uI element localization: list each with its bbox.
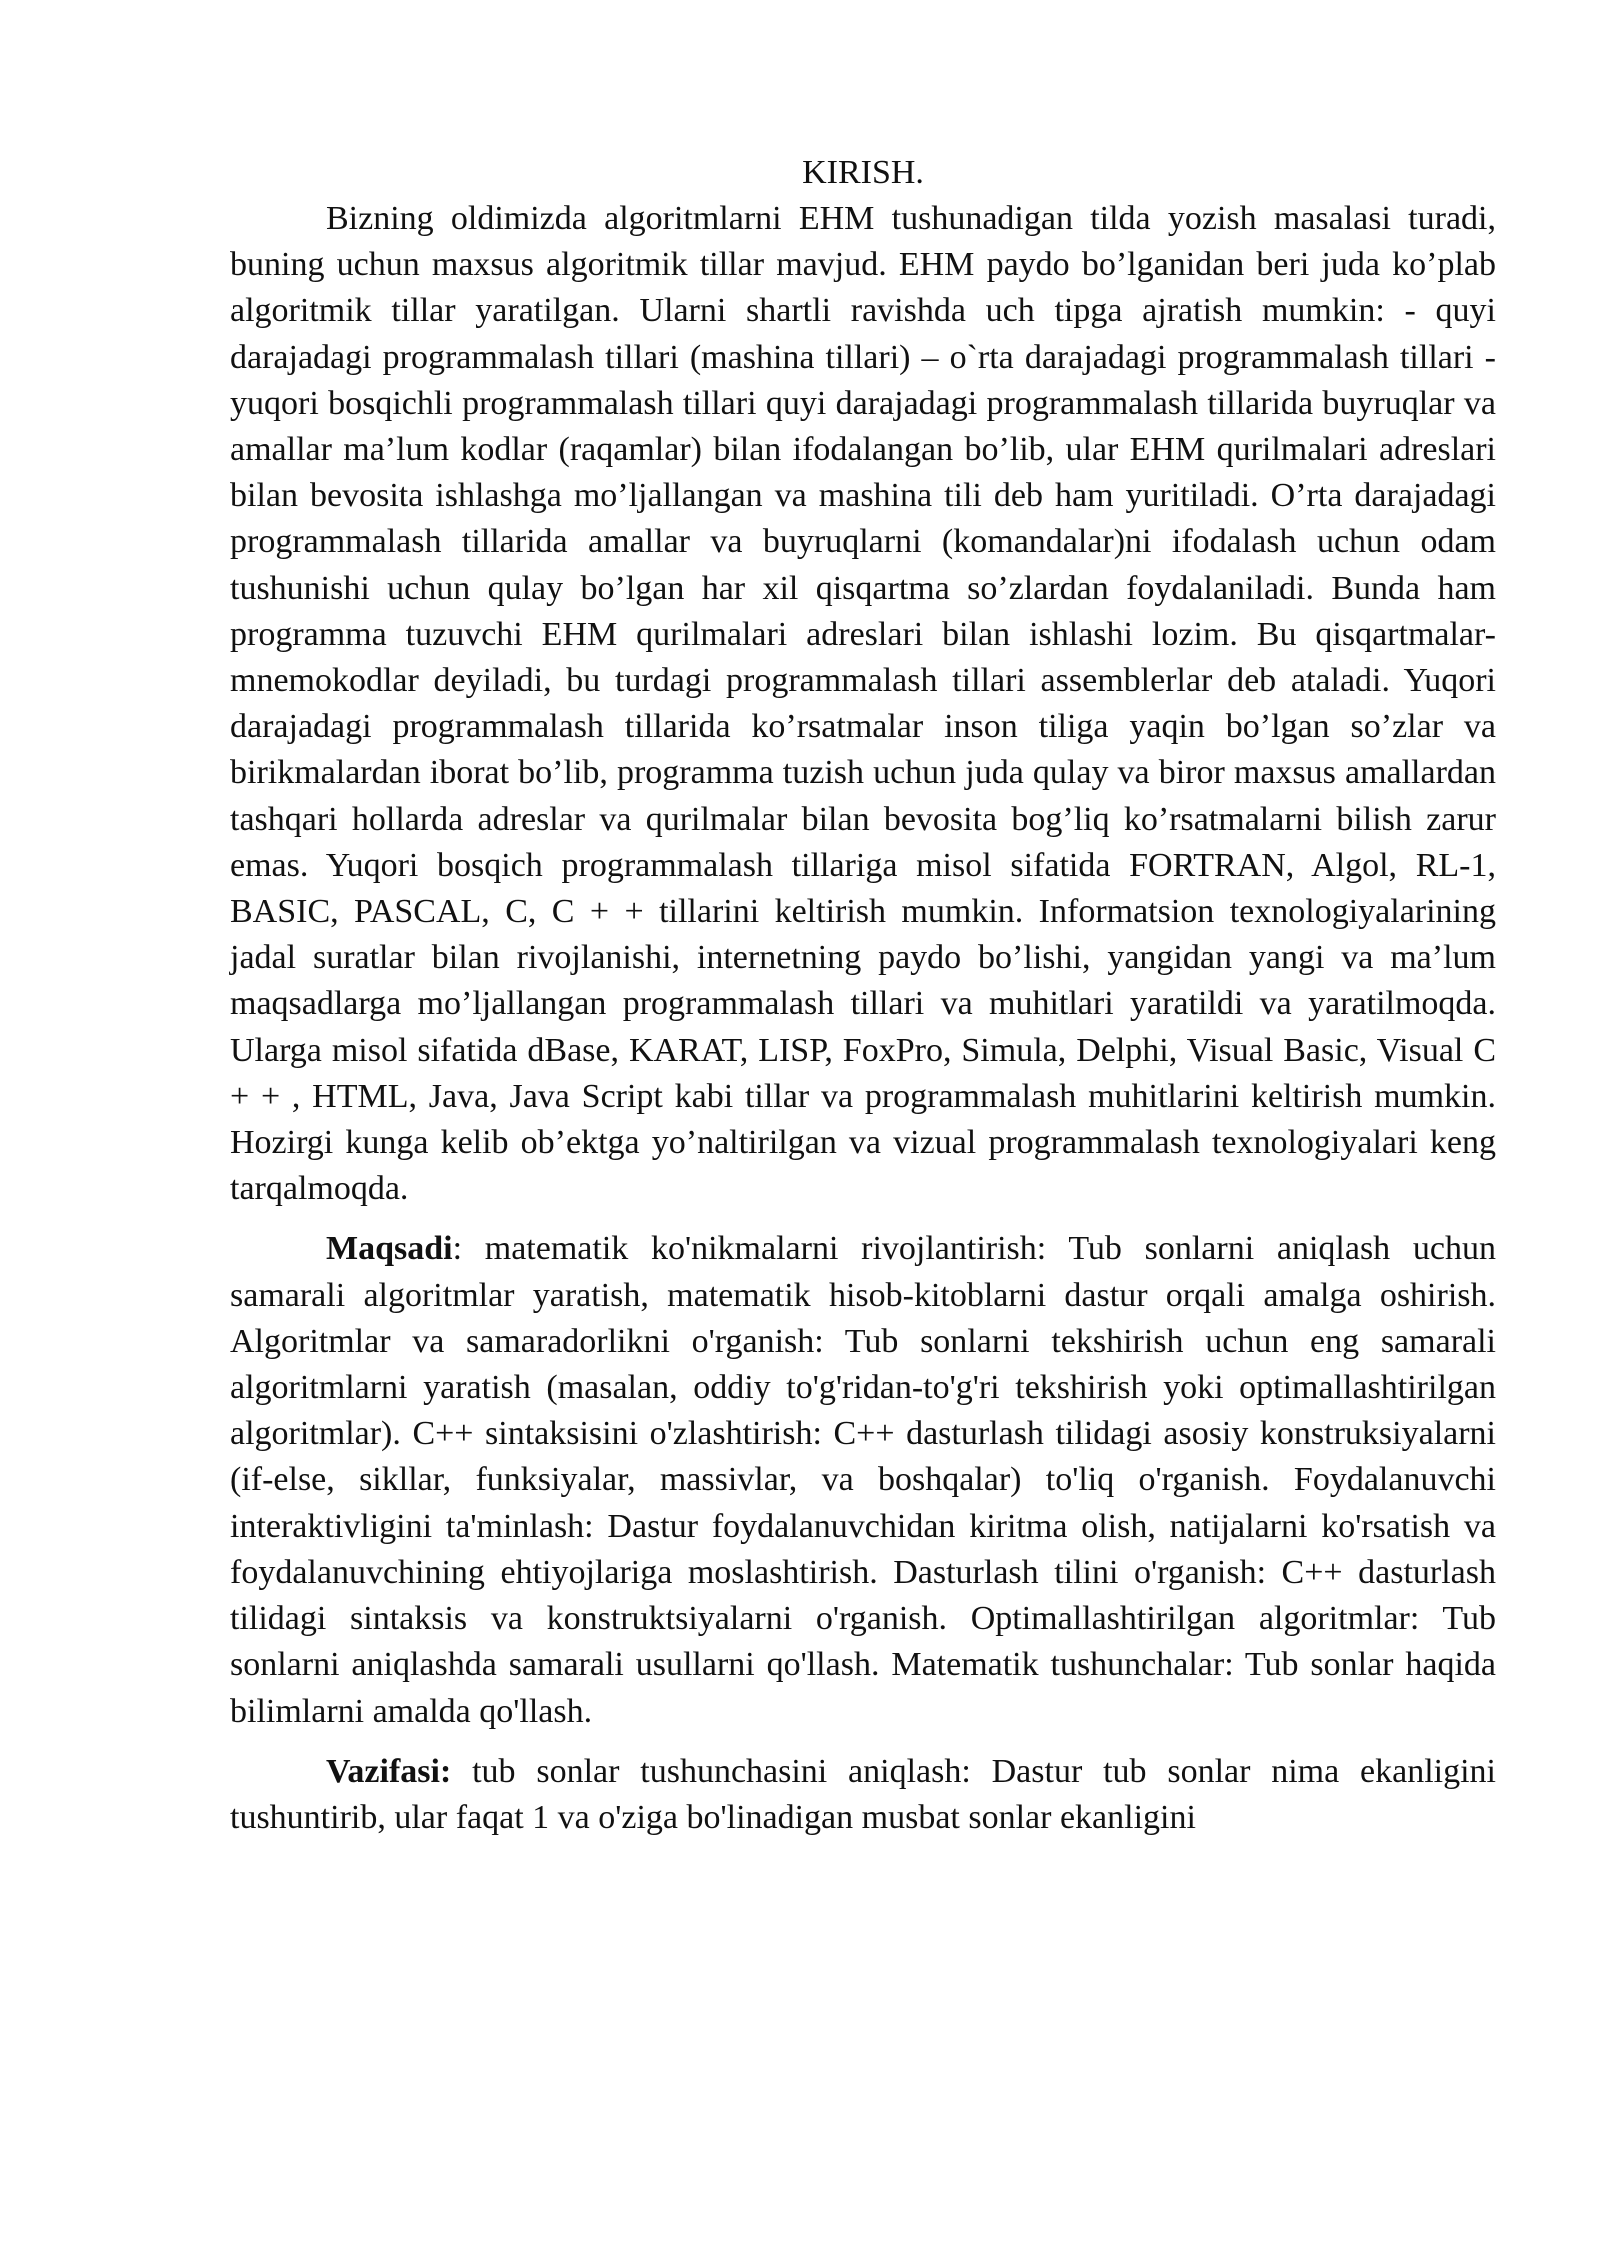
maqsadi-paragraph	[230, 1226, 1496, 1734]
maqsadi-text: : matematik ko'nikmalarni rivojlantirish: Tub sonlarni aniqlash uchun samarali algoritmlar yaratish, matematik hisob-kitoblarni dastur orqali amalga oshirish. Algoritmlar va samaradorlikni o'rganish: Tub sonlarni tekshirish uchun eng samarali algoritmlarni yaratish (masalan, oddiy to'g'ridan-to'g'ri tekshirish yoki optimallashtirilgan algoritmlar). C++ sintaksisini o'zlashtirish: C++ dasturlash tilidagi asosiy konstruksiyalarni (if-else, sikllar, funksiyalar, massivlar, va boshqalar) to'liq o'rganish. Foydalanuvchi interaktivligini ta'minlash: Dastur foydalanuvchidan kiritma olish, natijalarni ko'rsatish va foydalanuvchining ehtiyojlariga moslashtirish. Dasturlash tilini o'rganish: C++ dasturlash tilidagi sintaksis va konstruktsiyalarni o'rganish. Optimallashtirilgan algoritmlar: Tub sonlarni aniqlashda samarali usullarni qo'llash. Matematik tushunchalar: Tub sonlar haqida bilimlarni amalda qo'llash.	[230, 1230, 1496, 1730]
vazifasi-paragraph	[230, 1749, 1496, 1841]
document-page	[230, 150, 1496, 1841]
maqsadi-label: Maqsadi	[326, 1230, 453, 1268]
intro-paragraph: Bizning oldimizda algoritmlarni EHM tushunadigan tilda yozish masalasi turadi, buning uchun maxsus algoritmik tillar mavjud. EHM paydo bo’lganidan beri juda ko’plab algoritmik tillar yaratilgan. Ularni shartli ravishda uch tipga ajratish mumkin: - quyi darajadagi programmalash tillari (mashina tillari) – o`rta darajadagi programmalash tillari - yuqori bosqichli programmalash tillari quyi darajadagi programmalash tillarida buyruqlar va amallar ma’lum kodlar (raqamlar) bilan ifodalangan bo’lib, ular EHM qurilmalari adreslari bilan bevosita ishlashga mo’ljallangan va mashina tili deb ham yuritiladi. O’rta darajadagi programmalash tillarida amallar va buyruqlarni (komandalar)ni ifodalash uchun odam tushunishi uchun qulay bo’lgan har xil qisqartma so’zlardan foydalaniladi. Bunda ham programma tuzuvchi EHM qurilmalari adreslari bilan ishlashi lozim. Bu qisqartmalar-mnemokodlar deyiladi, bu turdagi programmalash tillari assemblerlar deb ataladi. Yuqori darajadagi programmalash tillarida ko’rsatmalar inson tiliga yaqin bo’lgan so’zlar va birikmalardan iborat bo’lib, programma tuzish uchun juda qulay va biror maxsus amallardan tashqari hollarda adreslar va qurilmalar bilan bevosita bog’liq ko’rsatmalarni bilish zarur emas. Yuqori bosqich programmalash tillariga misol sifatida FORTRAN, Algol, RL-1, BASIC, PASCAL, C, C + + tillarini keltirish mumkin. Informatsion texnologiyalarining jadal suratlar bilan rivojlanishi, internetning paydo bo’lishi, yangidan yangi va ma’lum maqsadlarga mo’ljallangan programmalash tillari va muhitlari yaratildi va yaratilmoqda. Ularga misol sifatida dBase, KARAT, LISP, FoxPro, Simula, Delphi, Visual Basic, Visual C + + , HTML, Java, Java Script kabi tillar va programmalash muhitlarini keltirish mumkin. Hozirgi kunga kelib ob’ektga yo’naltirilgan va vizual programmalash texnologiyalari keng tarqalmoqda.	[230, 200, 1496, 1208]
vazifasi-text: tub sonlar tushunchasini aniqlash: Dastur tub sonlar nima ekanligini tushuntirib, ular faqat 1 va o'ziga bo'linadigan musbat sonlar ekanligini	[230, 1752, 1496, 1836]
vazifasi-label: Vazifasi:	[326, 1752, 452, 1790]
document-title: KIRISH.	[802, 154, 924, 191]
